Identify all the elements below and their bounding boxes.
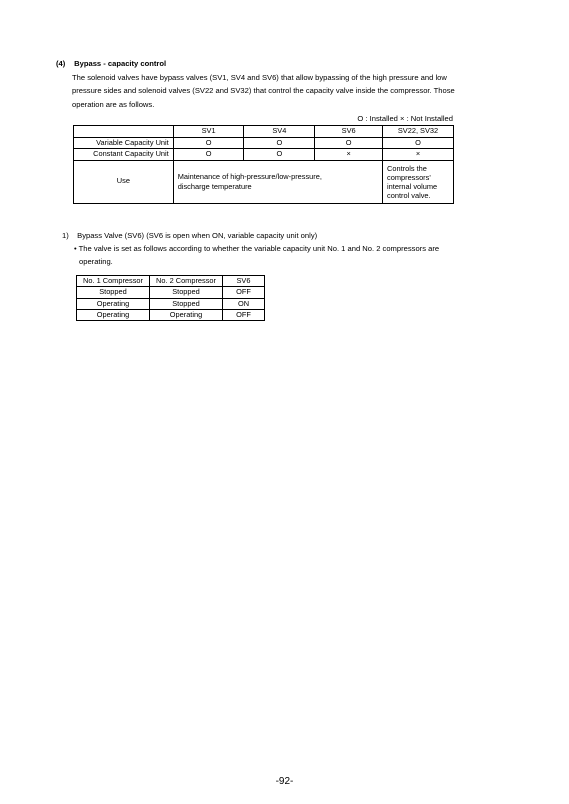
- table-cell: O: [244, 137, 315, 149]
- table-cell: O: [173, 137, 244, 149]
- intro-line: pressure sides and solenoid valves (SV22 and SV32) that control the capacity valve inside the compressor. Those: [72, 86, 455, 96]
- table-row: [77, 298, 265, 309]
- installed-legend: O : Installed × : Not Installed: [357, 114, 453, 123]
- maintenance-line: discharge temperature: [177, 181, 252, 191]
- table-cell: OFF: [223, 287, 265, 298]
- section-title: Bypass - capacity control: [74, 59, 167, 68]
- table-header-cell: SV22, SV32: [383, 126, 454, 138]
- table-cell: Operating: [77, 309, 150, 320]
- bullet-paragraph: [74, 243, 504, 268]
- subsection-title: Bypass Valve (SV6) (SV6 is open when ON, variable capacity unit only): [77, 231, 318, 240]
- table-cell: Operating: [150, 309, 223, 320]
- maintenance-line: Maintenance of high-pressure/low-pressure,: [177, 172, 322, 181]
- table-header-row: [77, 276, 265, 287]
- control-line: compressors': [387, 172, 431, 182]
- page-number: -92-: [275, 776, 294, 787]
- intro-paragraph: [72, 71, 492, 111]
- table-header-cell: SV6: [223, 276, 265, 287]
- intro-line: operation are as follows.: [72, 99, 155, 109]
- control-line: internal volume: [387, 181, 438, 191]
- table-row: [74, 137, 454, 149]
- control-cell: [383, 160, 454, 203]
- table-cell: O: [244, 149, 315, 161]
- control-line: Controls the: [387, 163, 427, 173]
- subsection-heading: [62, 231, 317, 240]
- use-row: [74, 160, 454, 203]
- table-row: [77, 287, 265, 298]
- maintenance-cell: [173, 160, 382, 203]
- table-cell: O: [315, 137, 383, 149]
- row-label: Variable Capacity Unit: [74, 137, 174, 149]
- bullet-line: • The valve is set as follows according to whether the variable capacity unit No. 1 and No. 2 compressors are: [74, 244, 440, 253]
- table-header-cell: No. 2 Compressor: [150, 276, 223, 287]
- table-header-row: [74, 126, 454, 138]
- sv6-table: [76, 275, 265, 321]
- table-header-cell: [74, 126, 174, 138]
- table-header-cell: No. 1 Compressor: [77, 276, 150, 287]
- intro-line: The solenoid valves have bypass valves (SV1, SV4 and SV6) that allow bypassing of the high pressure and low: [72, 73, 447, 82]
- table-header-cell: SV4: [244, 126, 315, 138]
- use-label: Use: [74, 160, 174, 203]
- table-cell: OFF: [223, 309, 265, 320]
- bullet-line: operating.: [79, 256, 113, 266]
- subsection-number: 1): [62, 231, 69, 240]
- section-number: (4): [56, 59, 66, 68]
- section-heading: [56, 59, 166, 68]
- table-cell: Stopped: [77, 287, 150, 298]
- table-header-cell: SV1: [173, 126, 244, 138]
- table-cell: ×: [315, 149, 383, 161]
- table-cell: O: [173, 149, 244, 161]
- table-header-cell: SV6: [315, 126, 383, 138]
- table-cell: O: [383, 137, 454, 149]
- table-row: [74, 149, 454, 161]
- table-cell: ON: [223, 298, 265, 309]
- table-row: [77, 309, 265, 320]
- row-label: Constant Capacity Unit: [74, 149, 174, 161]
- table-cell: Stopped: [150, 287, 223, 298]
- table-cell: Stopped: [150, 298, 223, 309]
- table-cell: ×: [383, 149, 454, 161]
- control-line: control valve.: [387, 190, 431, 200]
- table-cell: Operating: [77, 298, 150, 309]
- valve-table: [73, 125, 454, 204]
